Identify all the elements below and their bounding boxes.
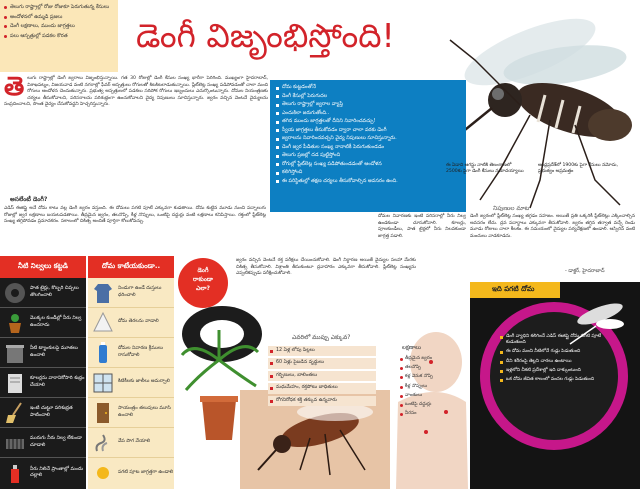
symptoms-list	[400, 356, 460, 420]
stat-caption-andhra: ఆంధ్రప్రదేశ్‌లో 1900కు పైగా కేసులు నమోదు, ప్రభుత్వం అప్రమత్తం	[538, 163, 618, 175]
list-item: ఇంటి చుట్టూ పరిశుభ్రత పాటించాలి	[0, 398, 86, 428]
prevention-text: దోమల నివారణకు ఇంటి పరిసరాల్లో నీరు నిల్వ ఉండకుండా చూసుకోవాలి. కూలర్లు, పూలకుండీలు, పాత టైర్లలో నీరు నిలవకుండా జాగ్రత్త పడాలి.	[378, 214, 466, 239]
panel-facts	[500, 334, 612, 386]
list-item: దీని శరీరంపై తెల్లని చారలు ఉంటాయి	[500, 359, 612, 365]
what-is-dengue-article	[4, 206, 266, 254]
cream-tube-icon	[91, 341, 115, 365]
fact-item: తెలుగు ప్రజల్లో దడ పుట్టిస్తోంది	[276, 152, 460, 160]
fact-item: కలిగిస్తోంది	[276, 169, 460, 177]
list-item: సాయంత్రం తలుపులు మూసి ఉంచాలి	[88, 398, 174, 428]
top-highlights	[0, 0, 118, 72]
prevent-bite-column	[88, 256, 174, 489]
list-item: వేప పొగ వేయాలి	[88, 428, 174, 458]
list-item: ఒక దోమ జీవిత కాలంలో వందల గుడ్లు పెడుతుంది	[500, 377, 612, 383]
treatment-article	[236, 258, 416, 278]
column-title: నీటి నిల్వలు కట్టడి	[0, 256, 86, 278]
section-text: ఎడిస్ ఈజిప్టై అనే దోమ కాటు వల్ల డెంగీ జ్వరం వస్తుంది. ఈ దోమలు పగటి పూటే ఎక్కువగా కుడతాయి. దోమ కుట్టిన మూడు నుంచి పద్నాలుగు రోజుల్లో జ్వర లక్షణాలు బయటపడతాయి. తీవ్రమైన జ్వరం, తలనొప్పి, కీళ్ల నొప్పులు, ఒంటిపై దద్దుర్లు వంటి లక్షణాలు కనిపిస్తాయి. రక్తంలో ప్లేట్‌లెట్ల సంఖ్య తగ్గిపోవడం ప్రమాదకరం. సకాలంలో చికిత్స అందితే పూర్తిగా కోలుకోవచ్చు.	[4, 206, 266, 224]
expert-signature: - డాక్టర్, హైదరాబాద్	[565, 268, 605, 274]
cooler-icon	[3, 371, 27, 395]
intro-article	[4, 72, 268, 191]
water-storage-column	[0, 256, 86, 489]
list-item: పగటి పూట జాగ్రత్తగా ఉండాలి	[88, 458, 174, 488]
fact-item: జ్వరాలను నివారించవచ్చని వైద్య నిపుణులు సూచిస్తున్నారు.	[276, 135, 460, 143]
fact-item: డెంగీ కేసుల్లో పెరుగుదల	[276, 93, 460, 101]
risk-group-list	[268, 346, 376, 442]
intro-text: లుగు రాష్ట్రాల్లో డెంగీ జ్వరాలు విజృంభిస్తున్నాయి. గత 30 రోజుల్లో డెంగీ కేసుల సంఖ్య భారీగా పెరిగింది. ముఖ్యంగా హైదరాబాద్, విశాఖపట్నం, విజయవాడ వంటి నగరాల్లో ఫీవర్ ఆస్పత్రులు రోగులతో కిటకిటలాడుతున్నాయి. ప్లేట్‌లెట్ల సంఖ్య పడిపోవడంతో చాలా మంది రోగులు ఆందోళన చెందుతున్నారు. ప్రభుత్వ ఆస్పత్రులలో పడకలు సరిపోక రోగులు ఇబ్బందులు ఎదుర్కొంటున్నారు. దోమల నియంత్రణకు చర్యలు తీసుకోవాలని, పరిసరాలను పరిశుభ్రంగా ఉంచుకోవాలని వైద్య నిపుణులు సూచిస్తున్నారు. జ్వరం వచ్చిన వెంటనే వైద్యులను సంప్రదించాలని, సొంత వైద్యం చేసుకోవద్దని హెచ్చరిస్తున్నారు.	[4, 76, 268, 107]
how-to-prevent-badge: డెంగీ రాకుండా ఎలా?	[178, 258, 228, 308]
list-item: నీరు నిలిచే ప్రాంతాల్లో మందు చల్లాలి	[0, 458, 86, 488]
stat-caption-telangana: ఈ ఏడాది ఆగస్టు నాటికి తెలంగాణలో 2500కు పైగా డెంగీ కేసులు నమోదయ్యాయి	[446, 163, 524, 175]
highlight-item: ఆందోళనలో ఉమ్మడి ప్రజలు	[4, 14, 114, 21]
window-mesh-icon	[91, 371, 115, 395]
column-title: దోమ కాటేయకుండా..	[88, 256, 174, 278]
fact-item: రోగుల్లో ప్లేట్‌లెట్ల సంఖ్య పడిపోతుండడంతో ఆందోళన	[276, 161, 460, 169]
smoke-icon	[91, 431, 115, 455]
water-tank-icon	[3, 341, 27, 365]
list-item: డెంగీ వ్యాధిని కలిగించే ఎడిస్ ఈజిప్టై దోమ పగటి పూటే కుడుతుంది	[500, 334, 612, 346]
sun-icon	[91, 461, 115, 485]
list-item: పాత టైర్లు, కొబ్బరి చిప్పలు తొలగించాలి	[0, 278, 86, 308]
list-item: నీటి ట్యాంకులపై మూతలు ఉంచాలి	[0, 338, 86, 368]
tyre-icon	[3, 281, 27, 305]
expert-note-title: నిపుణుల మాట	[493, 205, 530, 212]
highlight-item: తెలుగు రాష్ట్రాల్లో రోజు రోజుకూ పెరుగుతున్న కేసులు	[4, 4, 114, 11]
list-item: ఈ దోమ మంచి నీటిలోనే గుడ్లు పెడుతుంది	[500, 349, 612, 355]
fact-item: తగిన ముందు జాగ్రత్తలతో దీనిని నివారించవచ్చు!	[276, 118, 460, 126]
highlight-item: పలు ఆస్పత్రుల్లో పడకల కొరత	[4, 33, 114, 40]
spray-icon	[3, 461, 27, 485]
list-item: కిటికీలకు జాలీలు అమర్చాలి	[88, 368, 174, 398]
fact-item: ఈ పరిస్థితుల్లో తక్షణ చర్యలు తీసుకోవాల్సిన అవసరం ఉంది.	[276, 178, 460, 186]
fact-item: ఎందుకిలా జరుగుతోంది..	[276, 110, 460, 118]
list-item: దోమ తెరలను వాడాలి	[88, 308, 174, 338]
highlight-item: డెంగీ లక్షణాలు, ముందు జాగ్రత్తలు	[4, 23, 114, 30]
fact-item: దోమ కుట్టడంతోనే	[276, 84, 460, 92]
list-item: మురుగు నీరు నిల్వ లేకుండా చూడాలి	[0, 428, 86, 458]
expert-note-text: డెంగీ జ్వరంలో ప్లేట్‌లెట్ల సంఖ్య తగ్గడం సహజం. అయితే ప్రతి ఒక్కరికీ ప్లేట్‌లెట్లు ఎక్కించాల్సిన అవసరం లేదు. ద్రవ పదార్థాలు ఎక్కువగా తీసుకోవాలి. జ్వరం తగ్గిన తర్వాత వచ్చే రెండు మూడు రోజులు చాలా కీలకం. ఈ సమయంలో వైద్యుల పర్యవేక్షణలో ఉండాలి. ఆస్పిరిన్ వంటి మందులు వాడకూడదు.	[470, 214, 635, 239]
list-item: ఇళ్లలోని చీకటి ప్రదేశాల్లో ఇది దాక్కుంటుంది	[500, 368, 612, 374]
list-item: మొక్కల కుండీల్లో నీరు నిల్వ ఉంచరాదు	[0, 308, 86, 338]
list-item: కీళ్ల నొప్పులు	[400, 384, 460, 390]
list-item: కళ్ల వెనుక నొప్పి	[400, 374, 460, 380]
list-item: ఒంటిపై దద్దుర్లు	[400, 402, 460, 408]
drain-icon	[3, 431, 27, 455]
list-item: దోమల నివారణ క్రీములు రాసుకోవాలి	[88, 338, 174, 368]
shirt-icon	[91, 281, 115, 305]
prevention-note	[378, 214, 466, 240]
fact-item: డెంగీ జ్వర పీడితుల సంఖ్య నానాటికీ పెరుగుతుండడం	[276, 144, 460, 152]
dropcap: తె	[4, 72, 25, 102]
list-item: నిండుగా ఉండే దుస్తులు ధరించాలి	[88, 278, 174, 308]
list-item: 60 ఏళ్లు పైబడిన వృద్ధులు	[268, 358, 376, 368]
door-icon	[91, 401, 115, 425]
list-item: తీవ్రమైన జ్వరం	[400, 356, 460, 362]
list-item: వాంతులు	[400, 393, 460, 399]
list-item: 12 ఏళ్ల లోపు పిల్లలు	[268, 346, 376, 356]
section-title: అసలేంటీ డెంగీ?	[10, 196, 48, 203]
mosquito-net-icon	[91, 311, 115, 335]
list-item: నీరసం	[400, 411, 460, 417]
treatment-text: జ్వరం వచ్చిన వెంటనే రక్త పరీక్షలు చేయించుకోవాలి. డెంగీ నిర్ధారణ అయితే వైద్యుల సలహా మేరకు చికిత్స తీసుకోవాలి. విశ్రాంతి తీసుకుంటూ ద్రవాహారం ఎక్కువగా తీసుకోవాలి. ప్లేట్‌లెట్ల సంఖ్యను ఎప్పటికప్పుడు పరీక్షించుకోవాలి.	[236, 258, 416, 276]
list-item: కూలర్లను వారానికోసారి శుభ్రం చేయాలి	[0, 368, 86, 398]
list-item: రోగనిరోధక శక్తి తక్కువ ఉన్నవారు	[268, 396, 376, 406]
fact-item: స్వీయ జాగ్రత్తలు తీసుకోవడం ద్వారా చాలా వరకు డెంగీ	[276, 127, 460, 135]
panel-title: ఇది పగటి దోమ	[470, 282, 560, 298]
symptoms-title: లక్షణాలు	[402, 345, 421, 351]
page-headline: డెంగీ విజృంభిస్తోంది!	[136, 16, 395, 55]
list-item: తలనొప్పి	[400, 365, 460, 371]
list-item: మధుమేహం, రక్తపోటు బాధితులు	[268, 383, 376, 393]
key-facts-box	[270, 80, 466, 212]
risk-group-title: ఎవరిలో ముప్పు ఎక్కువ?	[292, 334, 351, 341]
list-item: గర్భిణులు, బాలింతలు	[268, 371, 376, 381]
expert-note	[470, 214, 635, 240]
broom-icon	[3, 401, 27, 425]
fact-item: తెలుగు రాష్ట్రాల్లో జ్వరాల వ్యాప్తి	[276, 101, 460, 109]
flower-pot-icon	[3, 311, 27, 335]
